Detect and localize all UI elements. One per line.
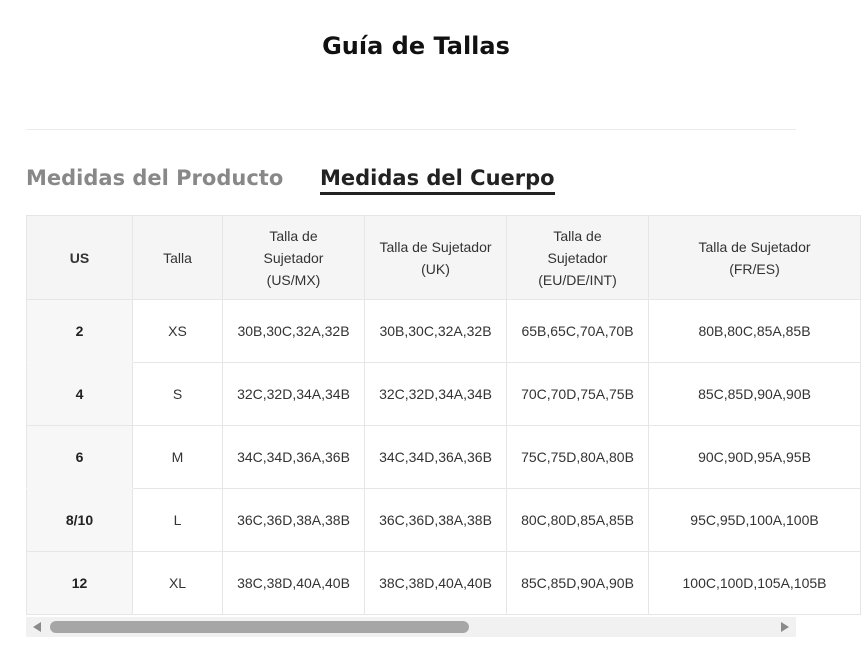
cell-bra-fr-es: 100C,100D,105A,105B [649,552,861,615]
cell-bra-fr-es: 85C,85D,90A,90B [649,363,861,426]
cell-bra-us-mx: 34C,34D,36A,36B [223,426,365,489]
tab-product-measurements[interactable]: Medidas del Producto [26,166,284,190]
cell-bra-fr-es: 80B,80C,85A,85B [649,300,861,363]
cell-us-size: 4 [27,363,133,426]
cell-bra-uk: 34C,34D,36A,36B [365,426,507,489]
measurement-tabs [26,164,796,200]
table-row [27,489,861,552]
cell-bra-eu-de-int: 75C,75D,80A,80B [507,426,649,489]
cell-bra-eu-de-int: 70C,70D,75A,75B [507,363,649,426]
column-header-bra-fr-es [649,216,861,300]
column-header-size: Talla [133,216,223,300]
column-header-us: US [27,216,133,300]
cell-us-size: 2 [27,300,133,363]
table-row [27,552,861,615]
column-header-bra-uk-label: Talla de Sujetador (UK) [379,238,492,277]
cell-bra-us-mx: 30B,30C,32A,32B [223,300,365,363]
column-header-bra-fr-es-label: Talla de Sujetador (FR/ES) [698,238,811,277]
cell-bra-uk: 30B,30C,32A,32B [365,300,507,363]
cell-us-size: 12 [27,552,133,615]
scrollbar-thumb[interactable] [50,621,469,633]
table-row [27,300,861,363]
column-header-bra-eu-de-int [507,216,649,300]
column-header-bra-uk [365,216,507,300]
cell-bra-fr-es: 95C,95D,100A,100B [649,489,861,552]
cell-bra-uk: 36C,36D,38A,38B [365,489,507,552]
cell-bra-us-mx: 32C,32D,34A,34B [223,363,365,426]
cell-bra-uk: 32C,32D,34A,34B [365,363,507,426]
cell-size: L [133,489,223,552]
cell-bra-eu-de-int: 65B,65C,70A,70B [507,300,649,363]
cell-bra-us-mx: 38C,38D,40A,40B [223,552,365,615]
scroll-right-arrow-icon[interactable] [781,622,789,632]
table-row [27,426,861,489]
cell-bra-fr-es: 90C,90D,95A,95B [649,426,861,489]
title-divider [26,129,796,130]
size-table-viewport[interactable] [26,215,827,617]
tab-body-measurements[interactable]: Medidas del Cuerpo [320,164,555,195]
cell-us-size: 6 [27,426,133,489]
table-header-row [27,216,861,300]
column-header-bra-us-mx-label: Talla de Sujetador (US/MX) [263,227,324,288]
table-row [27,363,861,426]
cell-size: XL [133,552,223,615]
scroll-left-arrow-icon[interactable] [33,622,41,632]
horizontal-scrollbar[interactable] [26,617,796,637]
column-header-bra-eu-de-int-label: Talla de Sujetador (EU/DE/INT) [538,227,617,288]
cell-bra-us-mx: 36C,36D,38A,38B [223,489,365,552]
size-table [26,215,861,615]
cell-size: S [133,363,223,426]
cell-size: M [133,426,223,489]
cell-bra-eu-de-int: 85C,85D,90A,90B [507,552,649,615]
column-header-bra-us-mx [223,216,365,300]
page-title: Guía de Tallas [322,32,510,60]
cell-bra-eu-de-int: 80C,80D,85A,85B [507,489,649,552]
cell-bra-uk: 38C,38D,40A,40B [365,552,507,615]
cell-size: XS [133,300,223,363]
cell-us-size: 8/10 [27,489,133,552]
